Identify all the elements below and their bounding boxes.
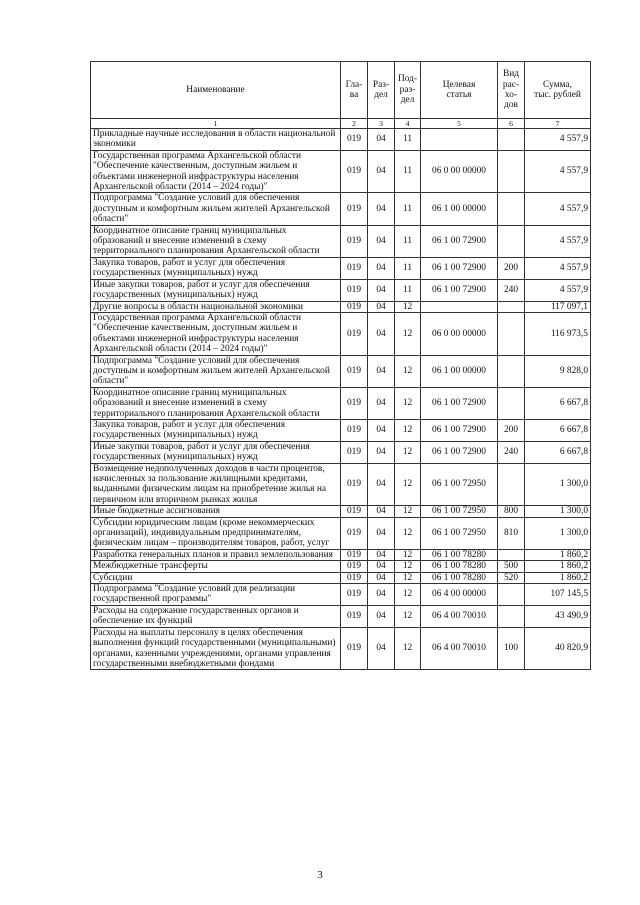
cell-razdel: 04 (368, 225, 395, 257)
table-body (91, 129, 591, 670)
cell-sum: 6 667,8 (525, 441, 591, 463)
cell-razdel: 04 (368, 355, 395, 387)
table-row (91, 279, 591, 301)
cell-sum: 4 557,9 (525, 129, 591, 151)
column-number: 6 (498, 119, 525, 129)
cell-razdel: 04 (368, 605, 395, 627)
cell-podrazdel: 12 (395, 312, 421, 355)
cell-razdel: 04 (368, 257, 395, 279)
cell-target: 06 1 00 00000 (421, 355, 498, 387)
cell-glava: 019 (341, 549, 368, 560)
cell-vid: 240 (498, 441, 525, 463)
table-row (91, 561, 591, 572)
cell-podrazdel: 11 (395, 225, 421, 257)
cell-glava: 019 (341, 561, 368, 572)
cell-target (421, 301, 498, 312)
cell-podrazdel: 12 (395, 419, 421, 441)
cell-glava: 019 (341, 506, 368, 517)
cell-target: 06 1 00 72900 (421, 225, 498, 257)
cell-glava: 019 (341, 627, 368, 670)
table-row (91, 150, 591, 193)
cell-target (421, 129, 498, 151)
cell-glava: 019 (341, 572, 368, 583)
cell-sum: 6 667,8 (525, 387, 591, 419)
table-row (91, 129, 591, 151)
cell-target: 06 1 00 72900 (421, 441, 498, 463)
cell-vid (498, 355, 525, 387)
cell-glava: 019 (341, 301, 368, 312)
cell-podrazdel: 11 (395, 150, 421, 193)
table-row (91, 441, 591, 463)
cell-target: 06 1 00 72900 (421, 257, 498, 279)
cell-name: Другие вопросы в области национальной экономики (91, 301, 341, 312)
cell-glava: 019 (341, 355, 368, 387)
cell-podrazdel: 11 (395, 279, 421, 301)
cell-target: 06 1 00 78280 (421, 549, 498, 560)
table-row (91, 301, 591, 312)
cell-glava: 019 (341, 605, 368, 627)
cell-razdel: 04 (368, 517, 395, 549)
cell-sum: 4 557,9 (525, 257, 591, 279)
cell-target: 06 1 00 00000 (421, 193, 498, 225)
cell-target: 06 1 00 72950 (421, 506, 498, 517)
cell-razdel: 04 (368, 387, 395, 419)
cell-razdel: 04 (368, 506, 395, 517)
cell-glava: 019 (341, 387, 368, 419)
cell-sum: 1 860,2 (525, 549, 591, 560)
cell-name: Межбюджетные трансферты (91, 561, 341, 572)
cell-razdel: 04 (368, 312, 395, 355)
cell-podrazdel: 12 (395, 517, 421, 549)
cell-razdel: 04 (368, 463, 395, 506)
cell-vid: 800 (498, 506, 525, 517)
header-glava: Гла- ва (341, 62, 368, 119)
cell-podrazdel: 11 (395, 193, 421, 225)
cell-podrazdel: 12 (395, 561, 421, 572)
cell-glava: 019 (341, 150, 368, 193)
cell-razdel: 04 (368, 301, 395, 312)
cell-sum: 116 973,5 (525, 312, 591, 355)
table-row (91, 572, 591, 583)
column-number: 1 (91, 119, 341, 129)
cell-razdel: 04 (368, 561, 395, 572)
cell-razdel: 04 (368, 193, 395, 225)
cell-target: 06 4 00 70010 (421, 627, 498, 670)
cell-target: 06 1 00 72950 (421, 463, 498, 506)
column-number: 3 (368, 119, 395, 129)
page-number: 3 (317, 869, 323, 881)
cell-vid (498, 312, 525, 355)
cell-target: 06 4 00 00000 (421, 584, 498, 606)
cell-target: 06 1 00 78280 (421, 561, 498, 572)
cell-sum: 1 860,2 (525, 572, 591, 583)
cell-vid (498, 387, 525, 419)
header-target: Целевая статья (421, 62, 498, 119)
cell-sum: 117 097,1 (525, 301, 591, 312)
cell-glava: 019 (341, 193, 368, 225)
table-row (91, 463, 591, 506)
cell-podrazdel: 12 (395, 441, 421, 463)
cell-target: 06 1 00 78280 (421, 572, 498, 583)
cell-vid (498, 549, 525, 560)
cell-podrazdel: 12 (395, 463, 421, 506)
cell-name: Закупка товаров, работ и услуг для обеспечения государственных (муниципальных) нужд (91, 257, 341, 279)
table-row (91, 605, 591, 627)
cell-glava: 019 (341, 225, 368, 257)
cell-name: Закупка товаров, работ и услуг для обеспечения государственных (муниципальных) нужд (91, 419, 341, 441)
column-number: 2 (341, 119, 368, 129)
cell-name: Иные бюджетные ассигнования (91, 506, 341, 517)
cell-podrazdel: 11 (395, 129, 421, 151)
cell-vid: 100 (498, 627, 525, 670)
cell-vid (498, 605, 525, 627)
cell-vid (498, 463, 525, 506)
cell-sum: 1 300,0 (525, 463, 591, 506)
cell-name: Подпрограмма "Создание условий для обеспечения доступным и комфортным жильем жителей Архангельской области" (91, 193, 341, 225)
cell-vid: 500 (498, 561, 525, 572)
column-number: 5 (421, 119, 498, 129)
cell-podrazdel: 12 (395, 387, 421, 419)
budget-table (90, 61, 591, 670)
cell-name: Иные закупки товаров, работ и услуг для обеспечения государственных (муниципальных) нужд (91, 279, 341, 301)
cell-vid (498, 150, 525, 193)
cell-sum: 6 667,8 (525, 419, 591, 441)
cell-sum: 1 300,0 (525, 506, 591, 517)
cell-sum: 40 820,9 (525, 627, 591, 670)
cell-podrazdel: 12 (395, 627, 421, 670)
cell-vid: 200 (498, 419, 525, 441)
cell-glava: 019 (341, 441, 368, 463)
column-number-row (91, 119, 591, 129)
cell-glava: 019 (341, 129, 368, 151)
cell-sum: 4 557,9 (525, 193, 591, 225)
cell-target: 06 0 00 00000 (421, 312, 498, 355)
cell-name: Государственная программа Архангельской области "Обеспечение качественным, доступным жильем и объектами инженерной инфраструктуры населения Архангельской области (2014 – 2024 годы)" (91, 150, 341, 193)
cell-name: Прикладные научные исследования в области национальной экономики (91, 129, 341, 151)
table-row (91, 517, 591, 549)
cell-vid: 240 (498, 279, 525, 301)
cell-vid (498, 301, 525, 312)
cell-name: Координатное описание границ муниципальных образований и внесение изменений в схему территориального планирования Архангельской области (91, 387, 341, 419)
cell-glava: 019 (341, 312, 368, 355)
table-row (91, 193, 591, 225)
cell-razdel: 04 (368, 279, 395, 301)
cell-target: 06 1 00 72900 (421, 279, 498, 301)
cell-sum: 4 557,9 (525, 225, 591, 257)
cell-name: Государственная программа Архангельской области "Обеспечение качественным, доступным жильем и объектами инженерной инфраструктуры населения Архангельской области (2014 – 2024 годы)" (91, 312, 341, 355)
table-row (91, 225, 591, 257)
cell-razdel: 04 (368, 584, 395, 606)
cell-podrazdel: 12 (395, 605, 421, 627)
column-number: 7 (525, 119, 591, 129)
table-row (91, 387, 591, 419)
cell-name: Координатное описание границ муниципальных образований и внесение изменений в схему территориального планирования Архангельской области (91, 225, 341, 257)
cell-target: 06 1 00 72900 (421, 419, 498, 441)
cell-sum: 107 145,5 (525, 584, 591, 606)
cell-sum: 43 490,9 (525, 605, 591, 627)
cell-glava: 019 (341, 419, 368, 441)
cell-razdel: 04 (368, 150, 395, 193)
cell-podrazdel: 12 (395, 584, 421, 606)
cell-razdel: 04 (368, 627, 395, 670)
cell-name: Расходы на выплаты персоналу в целях обеспечения выполнения функций государственными (муниципальными) органами, казенными учреждениями, органами управления государственными внебюджетными фондами (91, 627, 341, 670)
header-name: Наименование (91, 62, 341, 119)
cell-name: Возмещение недополученных доходов в части процентов, начисленных за пользование жилищными кредитами, выданными физическим лицам на приобретение жилья на первичном или вторичном рынках жилья (91, 463, 341, 506)
cell-razdel: 04 (368, 129, 395, 151)
cell-sum: 1 300,0 (525, 517, 591, 549)
cell-podrazdel: 12 (395, 506, 421, 517)
cell-name: Иные закупки товаров, работ и услуг для обеспечения государственных (муниципальных) нужд (91, 441, 341, 463)
cell-glava: 019 (341, 257, 368, 279)
table-row (91, 506, 591, 517)
cell-vid (498, 584, 525, 606)
table-row (91, 627, 591, 670)
cell-glava: 019 (341, 279, 368, 301)
cell-podrazdel: 12 (395, 549, 421, 560)
header-podrazdel: Под- раз- дел (395, 62, 421, 119)
cell-vid: 810 (498, 517, 525, 549)
cell-vid (498, 225, 525, 257)
cell-sum: 4 557,9 (525, 279, 591, 301)
header-razdel: Раз- дел (368, 62, 395, 119)
column-number: 4 (395, 119, 421, 129)
cell-vid (498, 129, 525, 151)
table-row (91, 584, 591, 606)
cell-razdel: 04 (368, 419, 395, 441)
cell-target: 06 0 00 00000 (421, 150, 498, 193)
cell-target: 06 1 00 72950 (421, 517, 498, 549)
table-row (91, 419, 591, 441)
cell-razdel: 04 (368, 549, 395, 560)
cell-podrazdel: 12 (395, 301, 421, 312)
cell-podrazdel: 12 (395, 355, 421, 387)
cell-name: Подпрограмма "Создание условий для реализации государственной программы" (91, 584, 341, 606)
cell-sum: 4 557,9 (525, 150, 591, 193)
table-row (91, 312, 591, 355)
header-sum: Сумма, тыс. рублей (525, 62, 591, 119)
table-row (91, 355, 591, 387)
cell-target: 06 4 00 70010 (421, 605, 498, 627)
cell-podrazdel: 11 (395, 257, 421, 279)
table-row (91, 549, 591, 560)
cell-vid (498, 193, 525, 225)
cell-razdel: 04 (368, 441, 395, 463)
cell-name: Субсидии юридическим лицам (кроме некоммерческих организаций), индивидуальным предпринимателям, физическим лицам – производителям товаров, работ, услуг (91, 517, 341, 549)
cell-name: Разработка генеральных планов и правил землепользования (91, 549, 341, 560)
cell-name: Расходы на содержание государственных органов и обеспечение их функций (91, 605, 341, 627)
cell-name: Подпрограмма "Создание условий для обеспечения доступным и комфортным жильем жителей Архангельской области" (91, 355, 341, 387)
cell-sum: 9 828,0 (525, 355, 591, 387)
cell-glava: 019 (341, 584, 368, 606)
cell-glava: 019 (341, 463, 368, 506)
table-header-row (91, 62, 591, 119)
cell-glava: 019 (341, 517, 368, 549)
cell-podrazdel: 12 (395, 572, 421, 583)
cell-sum: 1 860,2 (525, 561, 591, 572)
cell-razdel: 04 (368, 572, 395, 583)
header-vid: Вид рас- хо- дов (498, 62, 525, 119)
table-row (91, 257, 591, 279)
cell-name: Субсидии (91, 572, 341, 583)
cell-target: 06 1 00 72900 (421, 387, 498, 419)
cell-vid: 200 (498, 257, 525, 279)
cell-vid: 520 (498, 572, 525, 583)
